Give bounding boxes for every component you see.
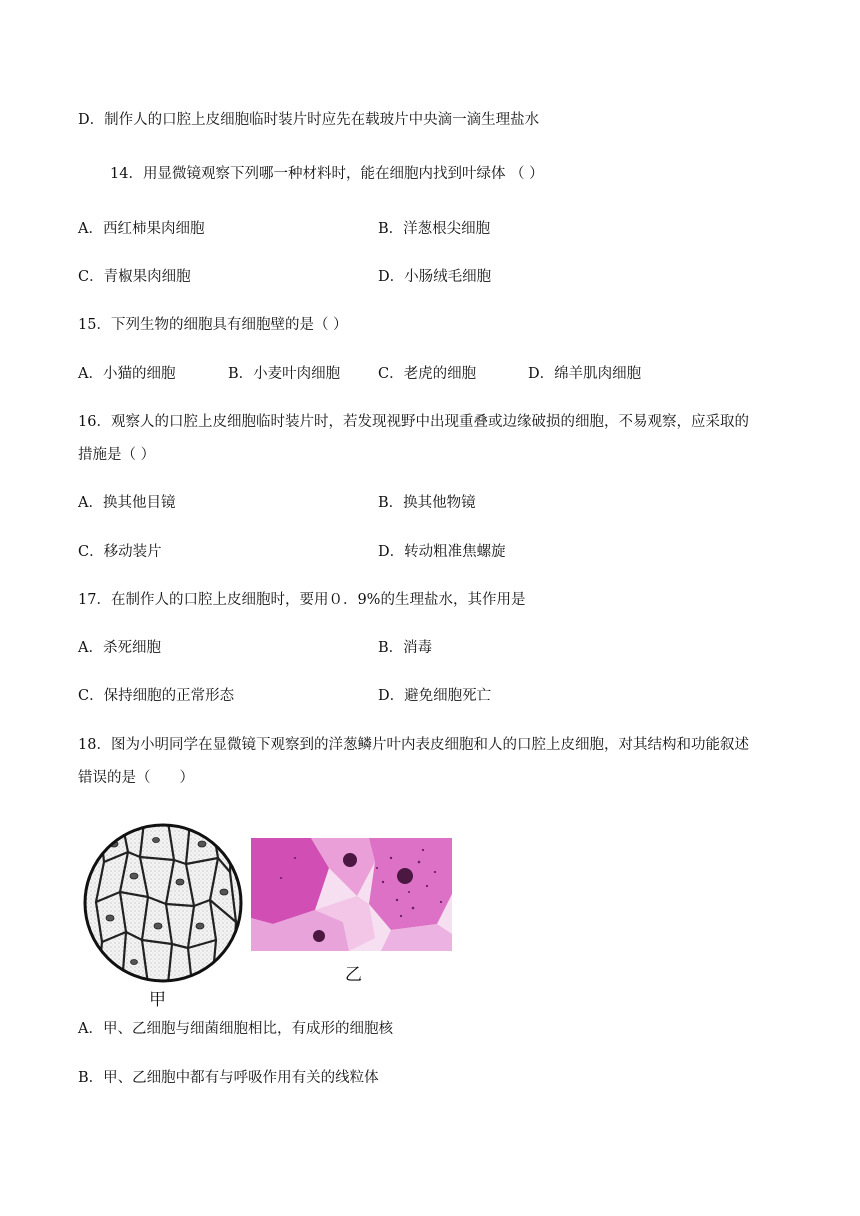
- q15-stem: 15．下列生物的细胞具有细胞壁的是（ ）: [78, 317, 348, 333]
- q13-option-d: D．制作人的口腔上皮细胞临时装片时应先在载玻片中央滴一滴生理盐水: [78, 112, 540, 128]
- q14-option-c: C．青椒果肉细胞: [78, 269, 191, 285]
- q18-stem-line1: 18．图为小明同学在显微镜下观察到的洋葱鳞片叶内表皮细胞和人的口腔上皮细胞，对其结构和功能叙述: [78, 737, 749, 753]
- q16-stem-line2: 措施是（ ）: [78, 447, 156, 463]
- q14-option-a: A．西红柿果肉细胞: [78, 221, 205, 237]
- cheek-cells-figure: [251, 838, 452, 951]
- q16-option-c: C．移动装片: [78, 544, 162, 560]
- q15-option-a: A．小猫的细胞: [78, 366, 176, 382]
- q17-stem: 17．在制作人的口腔上皮细胞时，要用０．9%的生理盐水，其作用是: [78, 592, 526, 608]
- q15-option-d: D．绵羊肌肉细胞: [528, 366, 642, 382]
- q17-option-d: D．避免细胞死亡: [378, 688, 492, 704]
- q15-option-c: C．老虎的细胞: [378, 366, 477, 382]
- q14-option-d: D．小肠绒毛细胞: [378, 269, 492, 285]
- q16-option-d: D．转动粗准焦螺旋: [378, 544, 506, 560]
- q18-stem-line2: 错误的是（ ）: [78, 770, 194, 786]
- q15-option-b: B．小麦叶肉细胞: [228, 366, 341, 382]
- q17-option-b: B．消毒: [378, 640, 433, 656]
- q18-option-a: A．甲、乙细胞与细菌细胞相比，有成形的细胞核: [78, 1021, 393, 1037]
- onion-cells-figure: [82, 822, 244, 984]
- q16-stem-line1: 16．观察人的口腔上皮细胞临时装片时，若发现视野中出现重叠或边缘破损的细胞，不易观察，应采取的: [78, 414, 749, 430]
- q18-option-b: B．甲、乙细胞中都有与呼吸作用有关的线粒体: [78, 1070, 379, 1086]
- figure-label-yi: 乙: [345, 965, 362, 985]
- figure-label-jia: 甲: [149, 990, 166, 1010]
- q16-option-b: B．换其他物镜: [378, 495, 476, 511]
- q17-option-c: C．保持细胞的正常形态: [78, 688, 235, 704]
- q16-option-a: A．换其他目镜: [78, 495, 176, 511]
- q17-option-a: A．杀死细胞: [78, 640, 161, 656]
- q14-stem: 14．用显微镜观察下列哪一种材料时，能在细胞内找到叶绿体 （ ）: [110, 166, 544, 182]
- q14-option-b: B．洋葱根尖细胞: [378, 221, 491, 237]
